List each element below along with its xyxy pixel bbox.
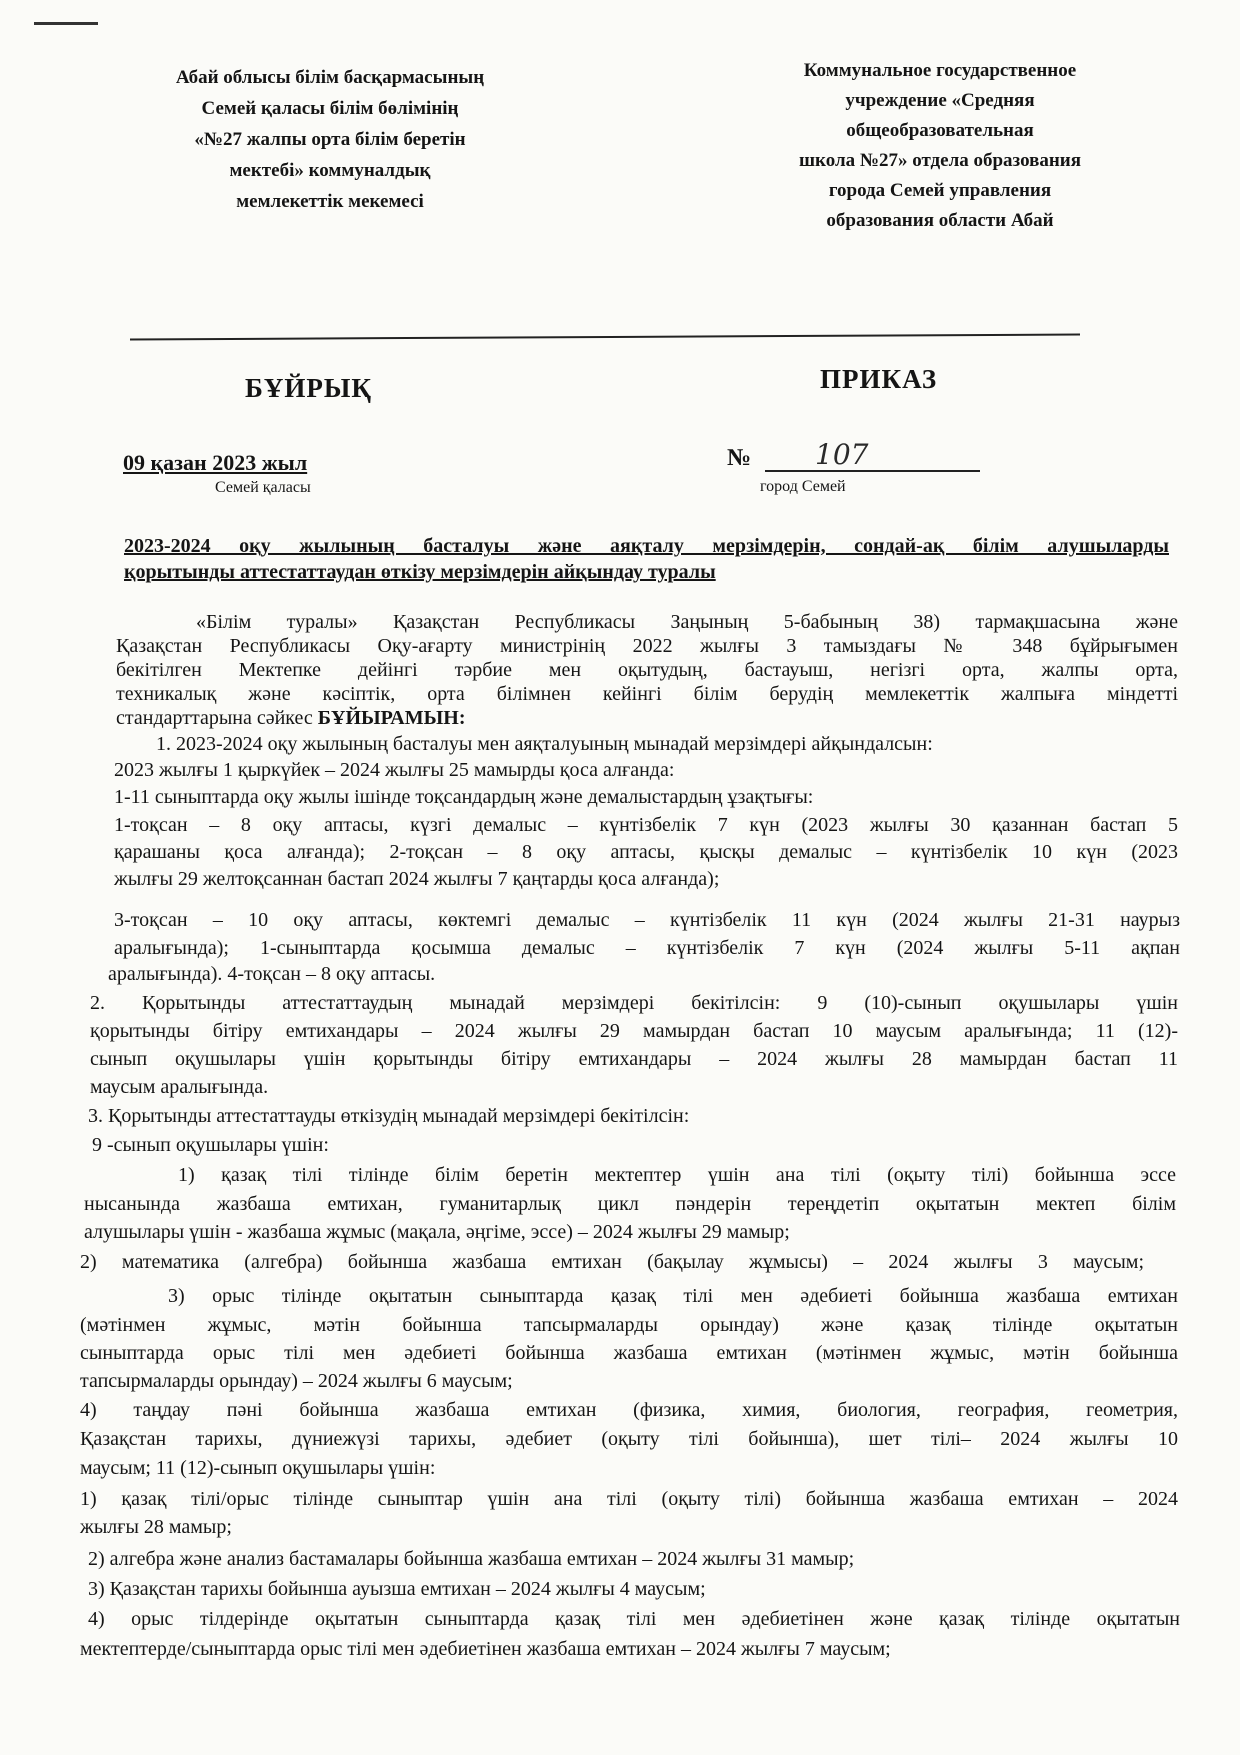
body-line: 1-тоқсан – 8 оқу аптасы, күзгі демалыс – күнтізбелік 7 күн (2023 жылғы 30 қазаннан бастап 5 — [114, 814, 1178, 836]
body-line: жылғы 29 желтоқсаннан бастап 2024 жылғы 7 қаңтарды қоса алғанда); — [114, 868, 720, 890]
body-line: 3) Қазақстан тарихы бойынша ауызша емтихан – 2024 жылғы 4 маусым; — [88, 1578, 706, 1600]
body-line: маусым; 11 (12)-сынып оқушылары үшін: — [80, 1457, 436, 1479]
order-subject — [124, 533, 1169, 585]
body-line: 1) қазақ тілі тілінде білім беретін мектептер үшін ана тілі (оқыту тілі) бойынша эссе — [178, 1164, 1176, 1186]
body-line: 2. Қорытынды аттестаттаудың мынадай мерзімдері бекітілсін: 9 (10)-сынып оқушылары үшін — [90, 992, 1178, 1014]
header-kz-line: мемлекеттік мекемесі — [236, 191, 424, 212]
preamble-line: «Білім туралы» Қазақстан Республикасы Заңының 5-бабының 38) тармақшасына және — [196, 611, 1178, 633]
body-line: (мәтінмен жұмыс, мәтін бойынша тапсырмаларды орындау) және қазақ тілінде оқытатын — [80, 1314, 1178, 1336]
header-ru-line: Коммунальное государственное — [803, 60, 1077, 81]
header-ru — [730, 56, 1150, 236]
order-number-line — [765, 470, 980, 472]
preamble-last-line — [116, 706, 465, 730]
body-line: 3-тоқсан – 10 оқу аптасы, көктемгі демалыс – күнтізбелік 11 күн (2024 жылғы 21-31 наурыз — [114, 909, 1180, 931]
scan-mark — [34, 22, 98, 25]
body-line: қарашаны қоса алғанда); 2-тоқсан – 8 оқу аптасы, қысқы демалыс – күнтізбелік 10 күн (2023 — [114, 841, 1178, 863]
subject-line: қорытынды аттестаттаудан өткізу мерзімдерін айқындау туралы — [124, 561, 716, 583]
body-line: аралығында). 4-тоқсан – 8 оқу аптасы. — [108, 963, 436, 985]
body-line: сыныптарда орыс тілі мен әдебиеті бойынша жазбаша емтихан (мәтінмен жұмыс, мәтін бойынша — [80, 1342, 1178, 1364]
header-kz-line: мектебі» коммуналдық — [229, 160, 431, 181]
header-ru-line: общеобразовательная — [846, 120, 1034, 141]
body-line: Қазақстан тарихы, дүниежүзі тарихы, әдебиет (оқыту тілі бойынша), шет тілі– 2024 жылғы 10 — [80, 1428, 1178, 1450]
body-line: 3. Қорытынды аттестаттауды өткізудің мынадай мерзімдері бекітілсін: — [88, 1105, 690, 1127]
order-number-value: 107 — [815, 438, 869, 471]
header-kz-line: Абай облысы білім басқармасының — [175, 67, 485, 88]
order-word: БҰЙЫРАМЫН: — [317, 707, 466, 729]
order-city-kz: Семей қаласы — [215, 479, 311, 496]
header-ru-line: школа №27» отдела образования — [798, 150, 1082, 171]
body-line: мектептерде/сыныптарда орыс тілі мен әдебиетінен жазбаша емтихан – 2024 жылғы 7 маусым; — [80, 1638, 891, 1660]
body-line: маусым аралығында. — [90, 1076, 269, 1098]
order-title-ru: ПРИКАЗ — [820, 364, 938, 394]
preamble-line: бекітілген Мектепке дейінгі тәрбие мен оқытудың, бастауыш, негізгі орта, жалпы орта, — [116, 659, 1178, 681]
body-line: аралығында); 1-сыныптарда қосымша демалыс – күнтізбелік 7 күн (2024 жылғы 5-11 ақпан — [114, 937, 1180, 959]
body-line: жылғы 28 мамыр; — [80, 1516, 232, 1538]
body-line: 4) орыс тілдерінде оқытатын сыныптарда қазақ тілі мен әдебиетінен және қазақ тілінде оқытатын — [88, 1608, 1180, 1630]
order-title-kz: БҰЙРЫҚ — [245, 373, 372, 403]
order-number-label: № — [727, 445, 752, 471]
preamble-line: Қазақстан Республикасы Оқу-ағарту министрінің 2022 жылғы 3 тамыздағы № 348 бұйрығымен — [116, 635, 1178, 657]
body-line: 4) таңдау пәні бойынша жазбаша емтихан (физика, химия, биология, география, геометрия, — [80, 1399, 1178, 1421]
body-line: нысанында жазбаша емтихан, гуманитарлық цикл пәндерін тереңдетіп оқытатын мектеп білім — [84, 1193, 1176, 1215]
body-line: қорытынды бітіру емтихандары – 2024 жылғы 29 мамырдан бастап 10 маусым аралығында; 11 (12)- — [90, 1020, 1178, 1042]
body-line: 2023 жылғы 1 қыркүйек – 2024 жылғы 25 мамырды қоса алғанда: — [114, 759, 675, 781]
header-ru-line: образования области Абай — [826, 210, 1054, 231]
body-line: 2) алгебра және анализ бастамалары бойынша жазбаша емтихан – 2024 жылғы 31 мамыр; — [88, 1548, 855, 1570]
body-line: 1-11 сыныптарда оқу жылы ішінде тоқсандардың және демалыстардың ұзақтығы: — [114, 786, 814, 808]
body-line: тапсырмаларды орындау) – 2024 жылғы 6 маусым; — [80, 1370, 513, 1392]
header-kz-line: Семей қаласы білім бөлімінің — [201, 98, 459, 119]
preamble-last-text: стандарттарына сәйкес — [116, 707, 318, 729]
body-line: 1) қазақ тілі/орыс тілінде сыныптар үшін ана тілі (оқыту тілі) бойынша жазбаша емтихан – 2024 — [80, 1488, 1178, 1510]
body-line: сынып оқушылары үшін қорытынды бітіру емтихандары – 2024 жылғы 28 мамырдан бастап 11 — [90, 1048, 1178, 1070]
subject-line: 2023-2024 оқу жылының басталуы және аяқталу мерзімдерін, сондай-ақ білім алушыларды — [124, 535, 1169, 557]
order-city-ru: город Семей — [760, 478, 846, 495]
preamble-line: техникалық және кәсіптік, орта білімнен кейінгі білім берудің мемлекеттік жалпыға міндетті — [116, 683, 1178, 705]
header-ru-line: города Семей управления — [828, 180, 1052, 201]
body-line: 2) математика (алгебра) бойынша жазбаша емтихан (бақылау жұмысы) – 2024 жылғы 3 маусым; — [80, 1251, 1144, 1273]
header-ru-line: учреждение «Средняя — [845, 90, 1035, 111]
header-divider — [130, 334, 1080, 341]
header-kz — [130, 62, 530, 217]
body-line: 9 -сынып оқушылары үшін: — [92, 1134, 329, 1156]
body-line: 3) орыс тілінде оқытатын сыныптарда қазақ тілі мен әдебиеті бойынша жазбаша емтихан — [168, 1285, 1178, 1307]
order-date: 09 қазан 2023 жыл — [123, 450, 308, 475]
body-line: 1. 2023-2024 оқу жылының басталуы мен аяқталуының мынадай мерзімдері айқындалсын: — [156, 733, 933, 755]
body-line: алушылары үшін - жазбаша жұмыс (мақала, әңгіме, эссе) – 2024 жылғы 29 мамыр; — [84, 1221, 790, 1243]
header-kz-line: «№27 жалпы орта білім беретін — [194, 129, 466, 150]
